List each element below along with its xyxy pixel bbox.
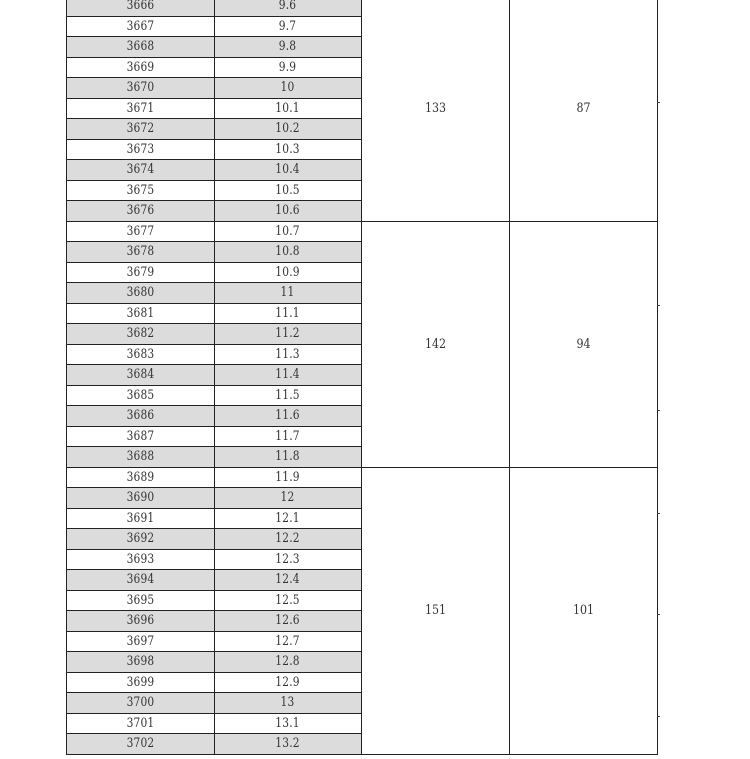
row-value-cell: 12.6 xyxy=(275,613,300,629)
table-row xyxy=(66,324,362,345)
table-row xyxy=(66,99,362,120)
table-row xyxy=(66,693,362,714)
row-value-cell: 12.3 xyxy=(275,551,300,567)
column-divider xyxy=(509,0,510,221)
column-divider xyxy=(214,427,215,447)
table-row xyxy=(66,509,362,530)
row-value-cell: 11.7 xyxy=(275,428,300,444)
table-row xyxy=(66,78,362,99)
row-id-cell: 3693 xyxy=(126,551,155,567)
row-value-cell: 11.3 xyxy=(275,346,300,362)
column-divider xyxy=(214,488,215,508)
column-divider xyxy=(214,201,215,221)
table-row xyxy=(66,550,362,571)
row-id-cell: 3685 xyxy=(126,387,155,403)
table-row xyxy=(66,673,362,694)
table-row xyxy=(66,17,362,38)
row-value-cell: 11.2 xyxy=(275,326,300,342)
edge-tick xyxy=(657,410,660,411)
row-value-cell: 12.9 xyxy=(275,674,300,690)
column-divider xyxy=(214,447,215,467)
table-row xyxy=(66,529,362,550)
row-value-cell: 10 xyxy=(280,80,295,96)
row-id-cell: 3701 xyxy=(126,715,155,731)
column-divider xyxy=(214,714,215,734)
column-divider xyxy=(214,611,215,631)
row-value-cell: 12.2 xyxy=(275,531,300,547)
row-id-cell: 3670 xyxy=(126,80,155,96)
table-row xyxy=(66,263,362,284)
table-row xyxy=(66,37,362,58)
row-value-cell: 9.9 xyxy=(278,59,297,75)
row-id-cell: 3697 xyxy=(126,633,155,649)
row-id-cell: 3672 xyxy=(126,121,155,137)
row-value-cell: 13.2 xyxy=(275,736,300,752)
column-divider xyxy=(214,181,215,201)
column-divider xyxy=(214,324,215,344)
table-row xyxy=(66,406,362,427)
column-divider xyxy=(214,632,215,652)
table-row xyxy=(66,222,362,243)
row-value-cell: 10.4 xyxy=(275,162,300,178)
row-id-cell: 3687 xyxy=(126,428,155,444)
column-divider xyxy=(214,652,215,672)
column-divider xyxy=(214,283,215,303)
row-value-cell: 10.5 xyxy=(275,182,300,198)
row-id-cell: 3684 xyxy=(126,367,155,383)
row-id-cell: 3702 xyxy=(126,736,155,752)
table-row xyxy=(66,734,362,755)
table-row xyxy=(66,58,362,79)
row-value-cell: 11.9 xyxy=(275,469,300,485)
row-value-cell: 12.5 xyxy=(275,592,300,608)
column-divider xyxy=(214,78,215,98)
table-row xyxy=(66,283,362,304)
row-value-cell: 9.8 xyxy=(278,39,297,55)
row-value-cell: 9.7 xyxy=(278,18,297,34)
row-id-cell: 3668 xyxy=(126,39,155,55)
row-value-cell: 11 xyxy=(280,285,295,301)
column-divider xyxy=(214,160,215,180)
row-value-cell: 12.8 xyxy=(275,654,300,670)
row-value-cell: 13 xyxy=(280,695,295,711)
row-id-cell: 3690 xyxy=(126,490,155,506)
row-id-cell: 3700 xyxy=(126,695,155,711)
column-divider xyxy=(214,734,215,754)
row-id-cell: 3676 xyxy=(126,203,155,219)
column-divider xyxy=(214,570,215,590)
row-id-cell: 3689 xyxy=(126,469,155,485)
row-value-cell: 11.1 xyxy=(275,305,300,321)
edge-tick xyxy=(657,614,660,615)
row-value-cell: 10.9 xyxy=(275,264,300,280)
row-id-cell: 3694 xyxy=(126,572,155,588)
row-value-cell: 9.6 xyxy=(278,0,297,14)
row-value-cell: 10.7 xyxy=(275,223,300,239)
table-row xyxy=(66,160,362,181)
row-id-cell: 3691 xyxy=(126,510,155,526)
row-id-cell: 3679 xyxy=(126,264,155,280)
column-divider xyxy=(509,468,510,754)
column-divider xyxy=(214,119,215,139)
table-row xyxy=(66,181,362,202)
column-divider xyxy=(214,242,215,262)
column-divider xyxy=(214,17,215,37)
group-col4-cell: 94 xyxy=(576,336,591,352)
table-row xyxy=(66,0,362,17)
column-divider xyxy=(214,468,215,488)
row-id-cell: 3673 xyxy=(126,141,155,157)
column-divider xyxy=(214,509,215,529)
column-divider xyxy=(214,58,215,78)
column-divider xyxy=(214,37,215,57)
table-row xyxy=(66,591,362,612)
column-divider xyxy=(214,263,215,283)
column-divider xyxy=(214,0,215,16)
row-id-cell: 3683 xyxy=(126,346,155,362)
table-row xyxy=(66,304,362,325)
column-divider xyxy=(214,222,215,242)
column-divider xyxy=(214,345,215,365)
row-value-cell: 10.3 xyxy=(275,141,300,157)
column-divider xyxy=(214,386,215,406)
column-divider xyxy=(214,591,215,611)
column-divider xyxy=(214,673,215,693)
row-id-cell: 3698 xyxy=(126,654,155,670)
row-value-cell: 11.5 xyxy=(275,387,300,403)
row-value-cell: 10.8 xyxy=(275,244,300,260)
row-id-cell: 3686 xyxy=(126,408,155,424)
row-id-cell: 3692 xyxy=(126,531,155,547)
row-value-cell: 11.4 xyxy=(275,367,300,383)
edge-tick xyxy=(657,102,660,103)
merged-group xyxy=(362,468,658,755)
table-row xyxy=(66,468,362,489)
table-row xyxy=(66,488,362,509)
row-id-cell: 3671 xyxy=(126,100,155,116)
row-value-cell: 12.1 xyxy=(275,510,300,526)
row-value-cell: 12.7 xyxy=(275,633,300,649)
row-id-cell: 3688 xyxy=(126,449,155,465)
column-divider xyxy=(214,550,215,570)
row-value-cell: 10.1 xyxy=(275,100,300,116)
edge-tick xyxy=(657,513,660,514)
table-row xyxy=(66,714,362,735)
table-row xyxy=(66,427,362,448)
row-id-cell: 3667 xyxy=(126,18,155,34)
row-value-cell: 10.6 xyxy=(275,203,300,219)
row-id-cell: 3677 xyxy=(126,223,155,239)
row-value-cell: 13.1 xyxy=(275,715,300,731)
row-id-cell: 3674 xyxy=(126,162,155,178)
row-value-cell: 11.6 xyxy=(275,408,300,424)
table-row xyxy=(66,632,362,653)
row-id-cell: 3669 xyxy=(126,59,155,75)
row-value-cell: 12.4 xyxy=(275,572,300,588)
row-value-cell: 11.8 xyxy=(275,449,300,465)
column-divider xyxy=(214,693,215,713)
column-divider xyxy=(214,406,215,426)
row-id-cell: 3695 xyxy=(126,592,155,608)
table-row xyxy=(66,570,362,591)
row-id-cell: 3678 xyxy=(126,244,155,260)
table-row xyxy=(66,242,362,263)
row-value-cell: 12 xyxy=(280,490,295,506)
column-divider xyxy=(509,222,510,467)
group-col3-cell: 142 xyxy=(424,336,447,352)
merged-group xyxy=(362,222,658,468)
row-value-cell: 10.2 xyxy=(275,121,300,137)
table-row xyxy=(66,447,362,468)
row-id-cell: 3681 xyxy=(126,305,155,321)
row-id-cell: 3699 xyxy=(126,674,155,690)
row-id-cell: 3675 xyxy=(126,182,155,198)
group-col4-cell: 87 xyxy=(576,100,591,116)
table-row xyxy=(66,201,362,222)
row-id-cell: 3680 xyxy=(126,285,155,301)
column-divider xyxy=(214,529,215,549)
table-row xyxy=(66,386,362,407)
row-id-cell: 3666 xyxy=(126,0,155,14)
group-col4-cell: 101 xyxy=(572,603,595,618)
table-row xyxy=(66,140,362,161)
merged-group xyxy=(362,0,658,222)
edge-tick xyxy=(657,305,660,306)
table-row xyxy=(66,652,362,673)
group-col3-cell: 133 xyxy=(424,100,447,116)
column-divider xyxy=(214,140,215,160)
row-id-cell: 3696 xyxy=(126,613,155,629)
column-divider xyxy=(214,365,215,385)
table-row xyxy=(66,119,362,140)
row-id-cell: 3682 xyxy=(126,326,155,342)
table-row xyxy=(66,345,362,366)
table-row xyxy=(66,365,362,386)
column-divider xyxy=(214,99,215,119)
table-row xyxy=(66,611,362,632)
column-divider xyxy=(214,304,215,324)
edge-tick xyxy=(657,716,660,717)
group-col3-cell: 151 xyxy=(424,603,447,618)
